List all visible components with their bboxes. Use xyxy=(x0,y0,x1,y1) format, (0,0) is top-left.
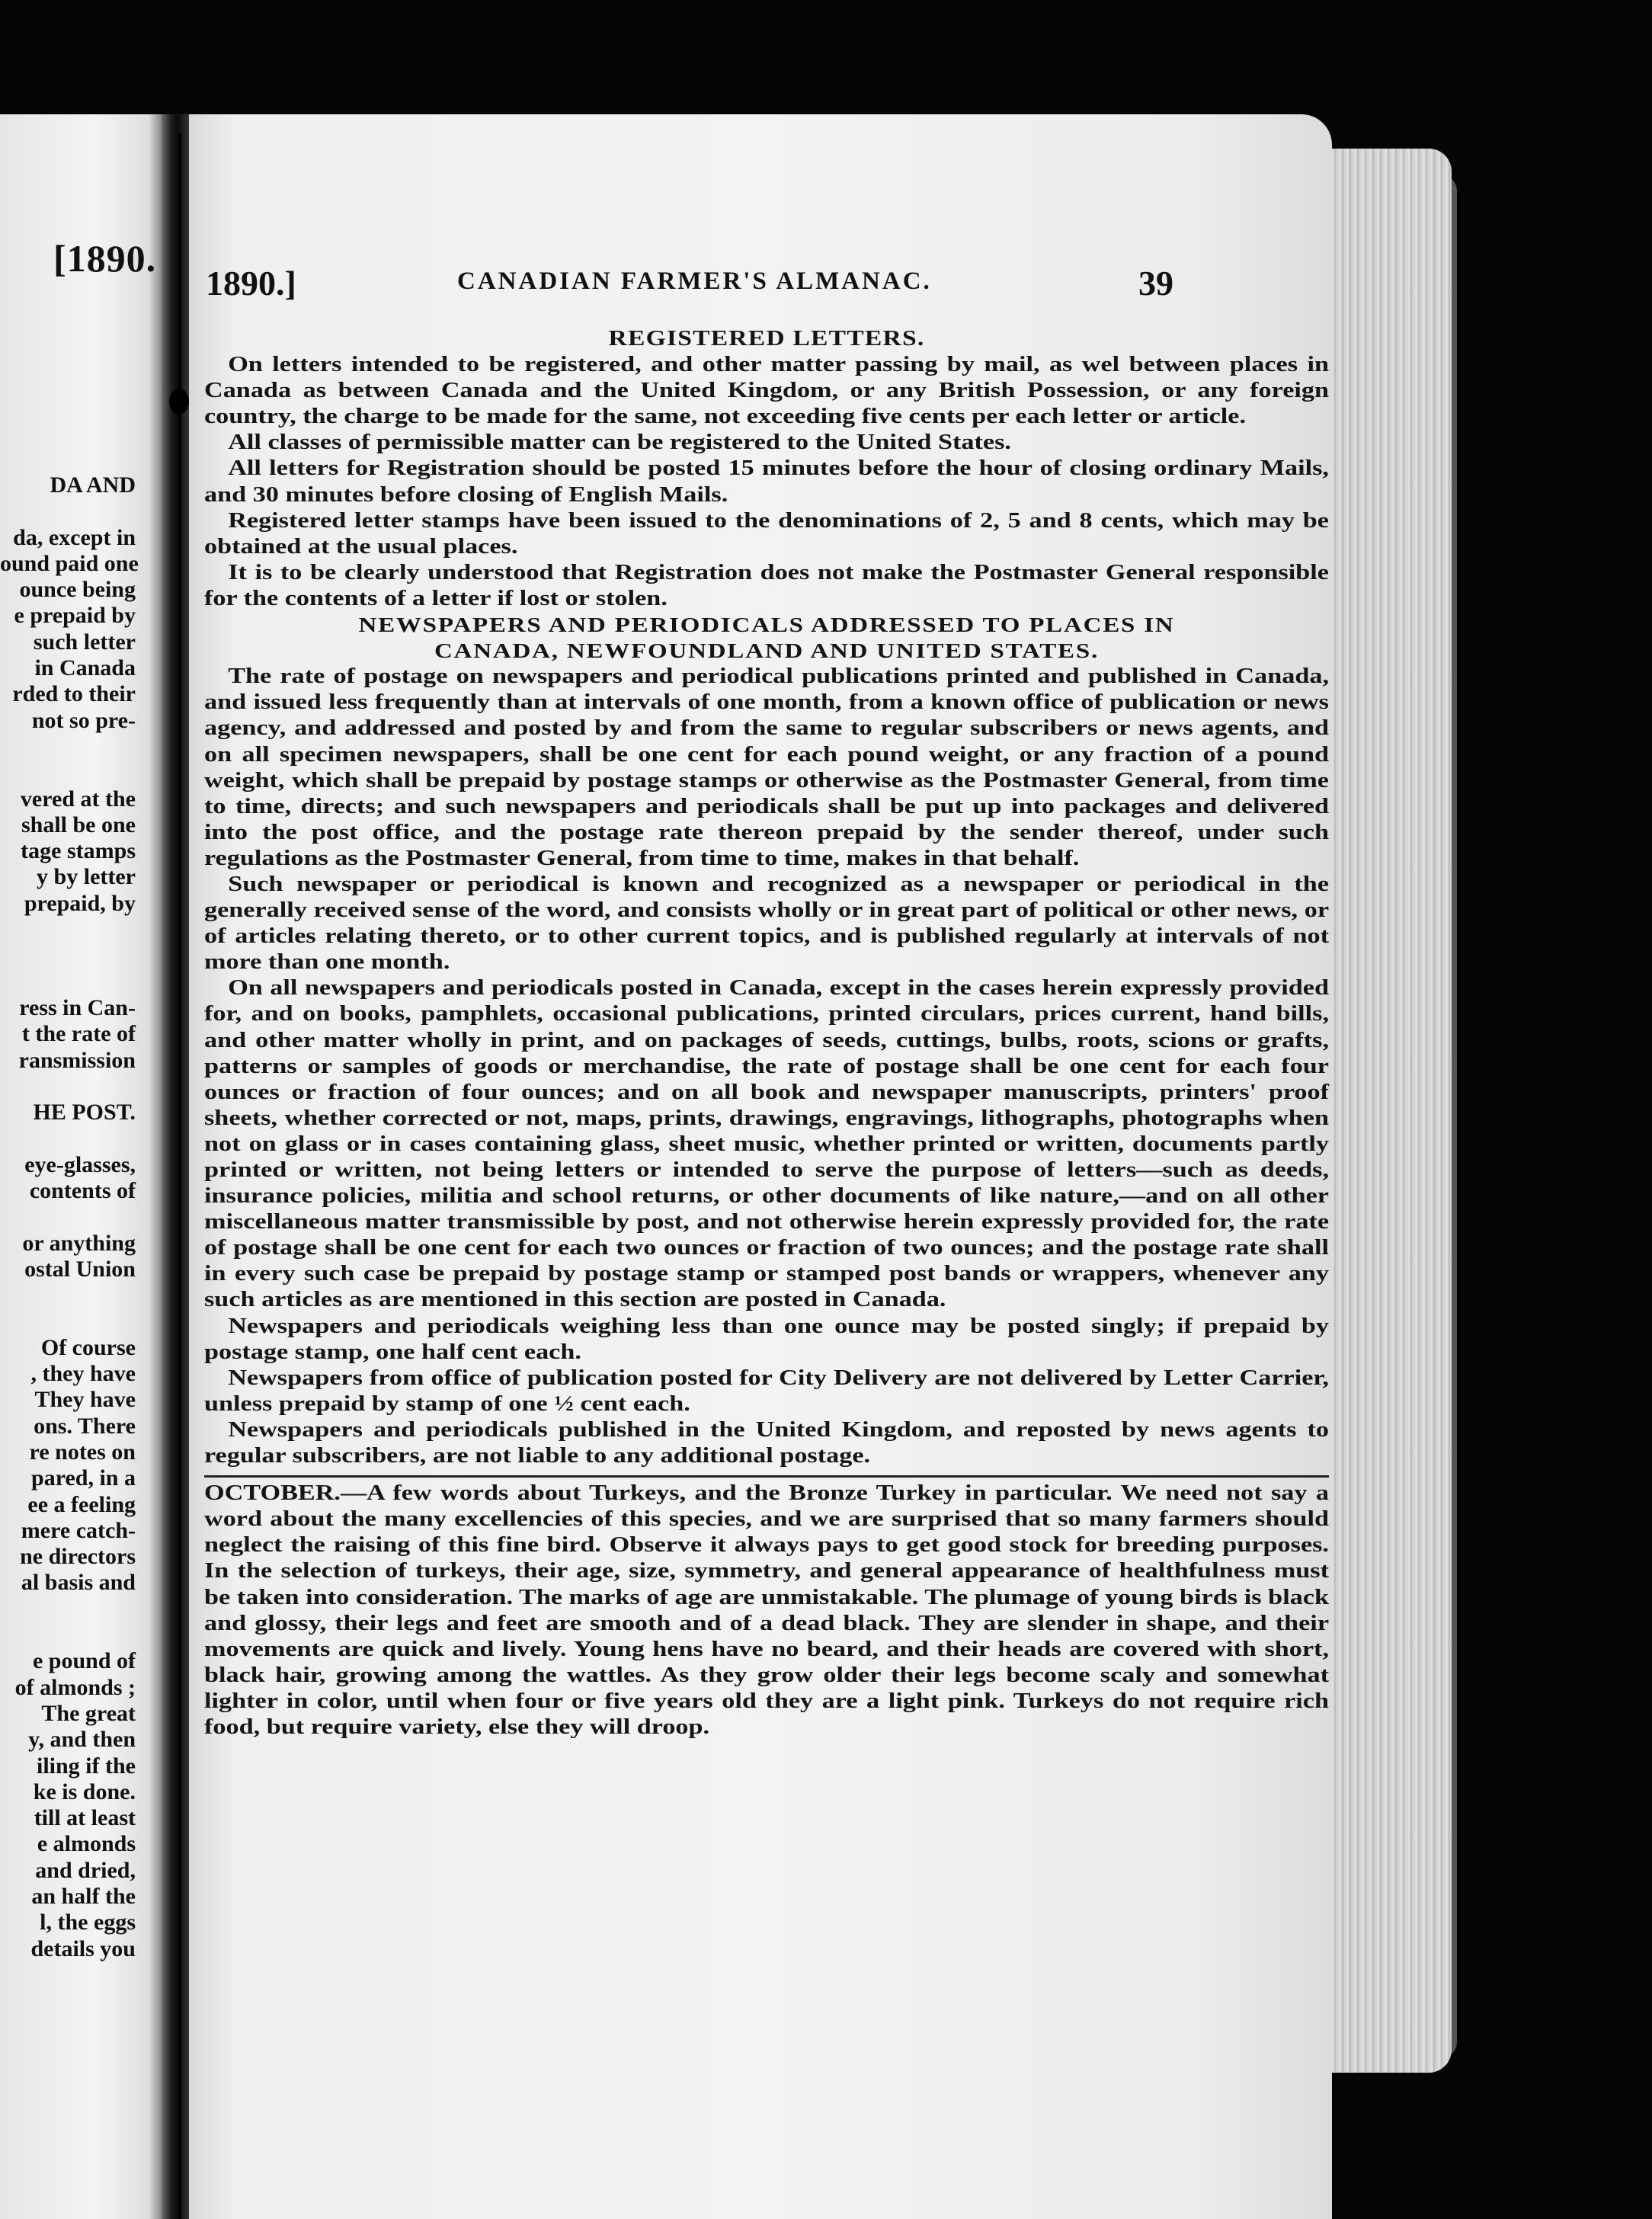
previous-page-line: till at least xyxy=(34,1805,136,1831)
previous-page-line: and dried, xyxy=(35,1857,136,1883)
ink-blot xyxy=(169,389,189,415)
previous-page-line xyxy=(0,969,152,995)
newspapers-section xyxy=(204,612,1329,1469)
previous-page-line: tage stamps xyxy=(21,838,136,864)
page-number: 39 xyxy=(1138,264,1173,303)
previous-page-line xyxy=(0,1126,152,1151)
previous-page-line: ress in Can- xyxy=(19,994,136,1020)
previous-page-line: prepaid, by xyxy=(24,890,136,916)
running-head-year: 1890.] xyxy=(206,264,296,303)
previous-page-line: y, and then xyxy=(28,1727,136,1753)
previous-page-line: e prepaid by xyxy=(14,603,136,629)
gutter-rule xyxy=(178,133,181,2219)
newspapers-heading-line-2: CANADA, NEWFOUNDLAND AND UNITED STATES. xyxy=(434,639,1100,663)
previous-page-line: in Canada xyxy=(34,655,136,681)
previous-page-line: They have xyxy=(34,1387,136,1413)
previous-page-line xyxy=(0,1074,152,1100)
previous-page-line xyxy=(0,1309,152,1335)
previous-page-line: ne directors xyxy=(20,1544,136,1570)
previous-page-fragment xyxy=(0,114,162,2219)
previous-page-line: , they have xyxy=(30,1361,136,1387)
previous-page-line: t the rate of xyxy=(21,1021,136,1047)
previous-page-line: iling if the xyxy=(36,1753,136,1779)
previous-page-text xyxy=(0,472,152,1962)
running-head xyxy=(206,263,1173,309)
previous-page-line: DA AND xyxy=(50,472,136,498)
newspapers-paragraph: The rate of postage on newspapers and periodical publications printed and published in Canada, and issued less frequently than at intervals of one month, from a known office of publication or news agency, and addressed and posted by and from the same to regular subscribers or news agents, and on all specimen newspapers, shall be one cent for each pound weight, or any fraction of a pound weight, which shall be prepaid by postage stamps or otherwise as the Postmaster General, from time to time, directs; and such newspapers and periodicals shall be put up into packages and delivered into the post office, and the postage rate thereon prepaid by the sender thereof, under such regulations as the Postmaster General, from time to time, makes in that behalf. xyxy=(204,664,1330,870)
registered-letters-paragraph: It is to be clearly understood that Registration does not make the Postmaster General responsible for the contents of a letter if lost or stolen. xyxy=(204,560,1330,610)
previous-page-line: rded to their xyxy=(12,681,136,707)
newspapers-paragraph: On all newspapers and periodicals posted in Canada, except in the cases herein expressly provided for, and on books, pamphlets, occasional publications, printed circulars, prices current, hand bills, and other matter wholly in print, and on packages of seeds, cuttings, bulbs, roots, scions or grafts, patterns or samples of goods or merchandise, the rate of postage shall be one cent for each four ounces or fraction of four ounces; and on all book and newspaper manuscripts, printers' proof sheets, whether corrected or not, maps, prints, drawings, engravings, lithographs, photographs when not on glass or in cases containing glass, sheet music, whether printed or written, documents partly printed or written, not being letters or intended to serve the purpose of letters—such as deeds, insurance policies, militia and school returns, or other documents of like nature,—and on all other miscellaneous matter transmissible by post, and not otherwise herein expressly provided for, the rate of postage shall be one cent for each two ounces or fraction of two ounces; and the postage rate shall in every such case be prepaid by postage stamp or stamped post bands or wrappers, whenever any such articles as are mentioned in this section are posted in Canada. xyxy=(204,976,1330,1312)
previous-page-line: ransmission xyxy=(18,1047,136,1073)
previous-page-line: mere catch- xyxy=(21,1517,136,1543)
previous-page-line: da, except in xyxy=(13,524,136,550)
book-gutter xyxy=(162,114,190,2219)
previous-page-line: y by letter xyxy=(37,864,136,890)
previous-page-line: of almonds ; xyxy=(14,1674,136,1700)
previous-page-line: ons. There xyxy=(34,1413,136,1439)
previous-page-line xyxy=(0,943,152,969)
previous-page-line: The great xyxy=(41,1700,136,1726)
previous-page-line: e almonds xyxy=(37,1831,136,1857)
registered-letters-paragraph: On letters intended to be registered, and other matter passing by mail, as wel between places in Canada as between Canada and the United Kingdom, or any British Possession, or any foreign country, the charge to be made for the same, not exceeding five cents per each letter or article. xyxy=(204,353,1330,429)
previous-page-line: ee a feeling xyxy=(27,1491,136,1517)
previous-page-line: al basis and xyxy=(21,1570,136,1596)
previous-page-line xyxy=(0,760,152,786)
previous-page-line: ounce being xyxy=(19,577,136,603)
previous-page-line: details you xyxy=(30,1936,136,1961)
previous-page-line: vered at the xyxy=(20,786,136,812)
previous-page-line xyxy=(0,1622,152,1648)
registered-letters-paragraph: All classes of permissible matter can be registered to the United States. xyxy=(228,431,1011,455)
registered-letters-paragraph: Registered letter stamps have been issued to the denominations of 2, 5 and 8 cents, which may be obtained at the usual places. xyxy=(204,508,1330,559)
previous-page-line xyxy=(0,1596,152,1622)
october-section xyxy=(204,1481,1329,1740)
previous-page-year: [1890. xyxy=(53,237,157,280)
october-paragraph: OCTOBER.—A few words about Turkeys, and the Bronze Turkey in particular. We need not say a word about the many excellencies of this species, and we are surprised that so many farmers should neglect the raising of this fine bird. Observe it always pays to get good stock for breeding purposes. In the selection of turkeys, their age, size, symmetry, and general appearance of healthfulness must be taken into consideration. The marks of age are unmistakable. The plumage of young birds is black and glossy, their legs and feet are smooth and of a dead black. They are slender in shape, and their movements are quick and lively. Young hens have no beard, and their heads are covered with short, black hair, growing among the wattles. As they grow older their legs become scaly and somewhat lighter in color, until when four or five years old they are a light pink. Turkeys do not require rich food, but require variety, else they will droop. xyxy=(204,1481,1329,1739)
previous-page-line xyxy=(0,1282,152,1308)
previous-page-line xyxy=(0,1204,152,1230)
previous-page-line: shall be one xyxy=(21,812,136,837)
previous-page-line: pared, in a xyxy=(31,1465,136,1491)
previous-page-line: re notes on xyxy=(29,1439,136,1465)
previous-page-line: not so pre- xyxy=(31,707,136,733)
previous-page-line: HE POST. xyxy=(33,1100,136,1126)
newspapers-paragraph: Newspapers and periodicals weighing less than one ounce may be posted singly; if prepaid by postage stamp, one half cent each. xyxy=(204,1314,1330,1364)
previous-page-line: an half the xyxy=(31,1884,136,1910)
newspapers-heading-line-1: NEWSPAPERS AND PERIODICALS ADDRESSED TO PLACES IN xyxy=(358,613,1175,637)
page-edges xyxy=(1322,149,1452,2073)
previous-page-line: or anything xyxy=(22,1230,136,1256)
previous-page-line: l, the eggs xyxy=(40,1910,136,1936)
previous-page-line: ostal Union xyxy=(24,1256,136,1282)
previous-page-line: eye-glasses, xyxy=(24,1151,136,1177)
registered-letters-paragraph: All letters for Registration should be posted 15 minutes before the hour of closing ordinary Mails, and 30 minutes before closing of English Mails. xyxy=(204,456,1330,507)
registered-letters-section xyxy=(204,326,1329,612)
previous-page-line xyxy=(0,917,152,943)
newspapers-paragraph: Newspapers from office of publication posted for City Delivery are not delivered by Letter Carrier, unless prepaid by stamp of one ½ cent each. xyxy=(204,1366,1330,1416)
previous-page-line xyxy=(0,498,152,524)
previous-page-line: such letter xyxy=(33,629,136,655)
newspapers-paragraph: Newspapers and periodicals published in the United Kingdom, and reposted by news agents to regular subscribers, are not liable to any additional postage. xyxy=(204,1417,1330,1468)
registered-letters-heading: REGISTERED LETTERS. xyxy=(608,327,925,351)
previous-page-line: contents of xyxy=(29,1178,136,1204)
newspapers-paragraph: Such newspaper or periodical is known and recognized as a newspaper or periodical in the generally received sense of the word, and consists wholly or in great part of political or other news, or of articles relating thereto, or to other current topics, and is published regularly at intervals of not more than one month. xyxy=(204,872,1330,975)
previous-page-line: ound paid one xyxy=(0,550,139,576)
previous-page-line: ke is done. xyxy=(33,1779,136,1804)
page-body xyxy=(204,326,1329,1740)
section-divider xyxy=(204,1475,1329,1478)
previous-page-line: Of course xyxy=(40,1334,136,1360)
previous-page-line: e pound of xyxy=(32,1648,136,1674)
previous-page-line xyxy=(0,734,152,760)
running-head-title: CANADIAN FARMER'S ALMANAC. xyxy=(457,267,932,295)
